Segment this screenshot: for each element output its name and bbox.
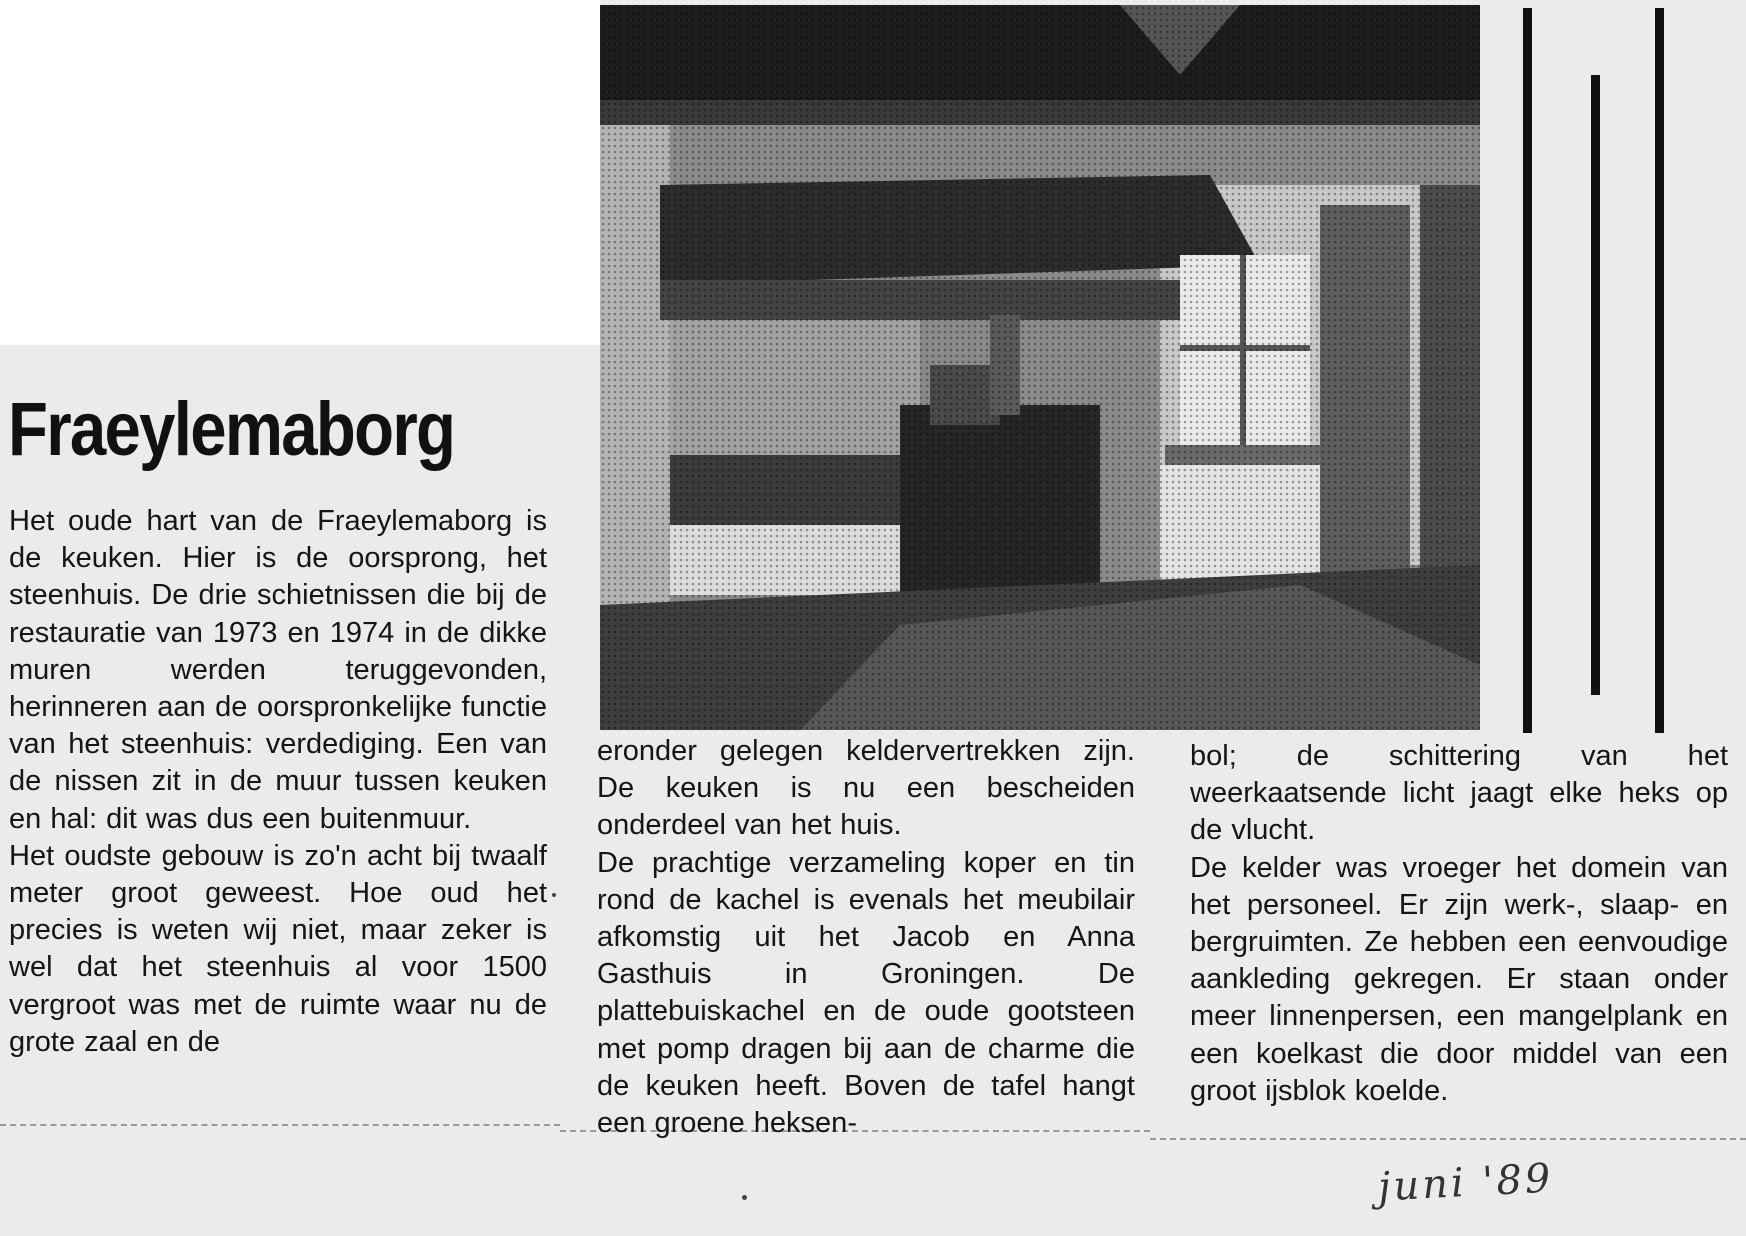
kitchen-photo bbox=[600, 5, 1480, 730]
article-headline: Fraeylemaborg bbox=[8, 387, 455, 472]
paragraph: Het oudste gebouw is zo'n acht bij twaalf meter groot geweest. Hoe oud het precies is weten wij niet, maar zeker is wel dat het steenhuis al voor 1500 vergroot was met de ruimte waar nu de grote zaal en de bbox=[9, 839, 547, 1058]
decorative-rule-1 bbox=[1523, 8, 1532, 733]
paragraph: Het oude hart van de Fraeylemaborg is de keuken. Hier is de oorsprong, het steenhuis. De drie schietnissen die bij de restauratie van 1973 en 1974 in de dikke muren werden teruggevonden, herinneren aan de oorspronkelijke functie van het steenhuis: verdediging. Een van de nissen zit in de muur tussen keuken en hal: dit was dus een buitenmuur. bbox=[9, 505, 547, 835]
cut-line-right bbox=[1150, 1138, 1746, 1140]
cut-line-left bbox=[0, 1124, 560, 1126]
article-column-3 bbox=[1190, 738, 1728, 1110]
print-speck bbox=[552, 893, 556, 897]
decorative-rule-2 bbox=[1591, 75, 1600, 695]
paragraph: eronder gelegen keldervertrekken zijn. De keuken is nu een bescheiden onderdeel van het huis. bbox=[597, 735, 1135, 842]
article-column-1 bbox=[9, 503, 547, 1061]
paragraph: De prachtige verzameling koper en tin rond de kachel is evenals het meubilair afkomstig uit het Jacob en Anna Gasthuis in Groningen. De plattebuiskachel en de oude gootsteen met pomp dragen bij aan de charme die de keuken heeft. Boven de tafel hangt een groene heksen- bbox=[597, 846, 1135, 1140]
paragraph: De kelder was vroeger het domein van het personeel. Er zijn werk-, slaap- en bergruimten. Ze hebben een eenvoudige aankleding gekregen. Er staan onder meer linnenpersen, een mangelplank en een koelkast die door middel van een groot ijsblok koelde. bbox=[1190, 851, 1728, 1107]
print-speck bbox=[742, 1195, 747, 1200]
kitchen-interior-illustration bbox=[600, 5, 1480, 730]
paragraph: bol; de schittering van het weerkaatsende licht jaagt elke heks op de vlucht. bbox=[1190, 740, 1728, 847]
handwritten-date: juni '89 bbox=[1376, 1155, 1555, 1211]
decorative-rule-3 bbox=[1655, 8, 1664, 733]
article-column-2 bbox=[597, 733, 1135, 1142]
